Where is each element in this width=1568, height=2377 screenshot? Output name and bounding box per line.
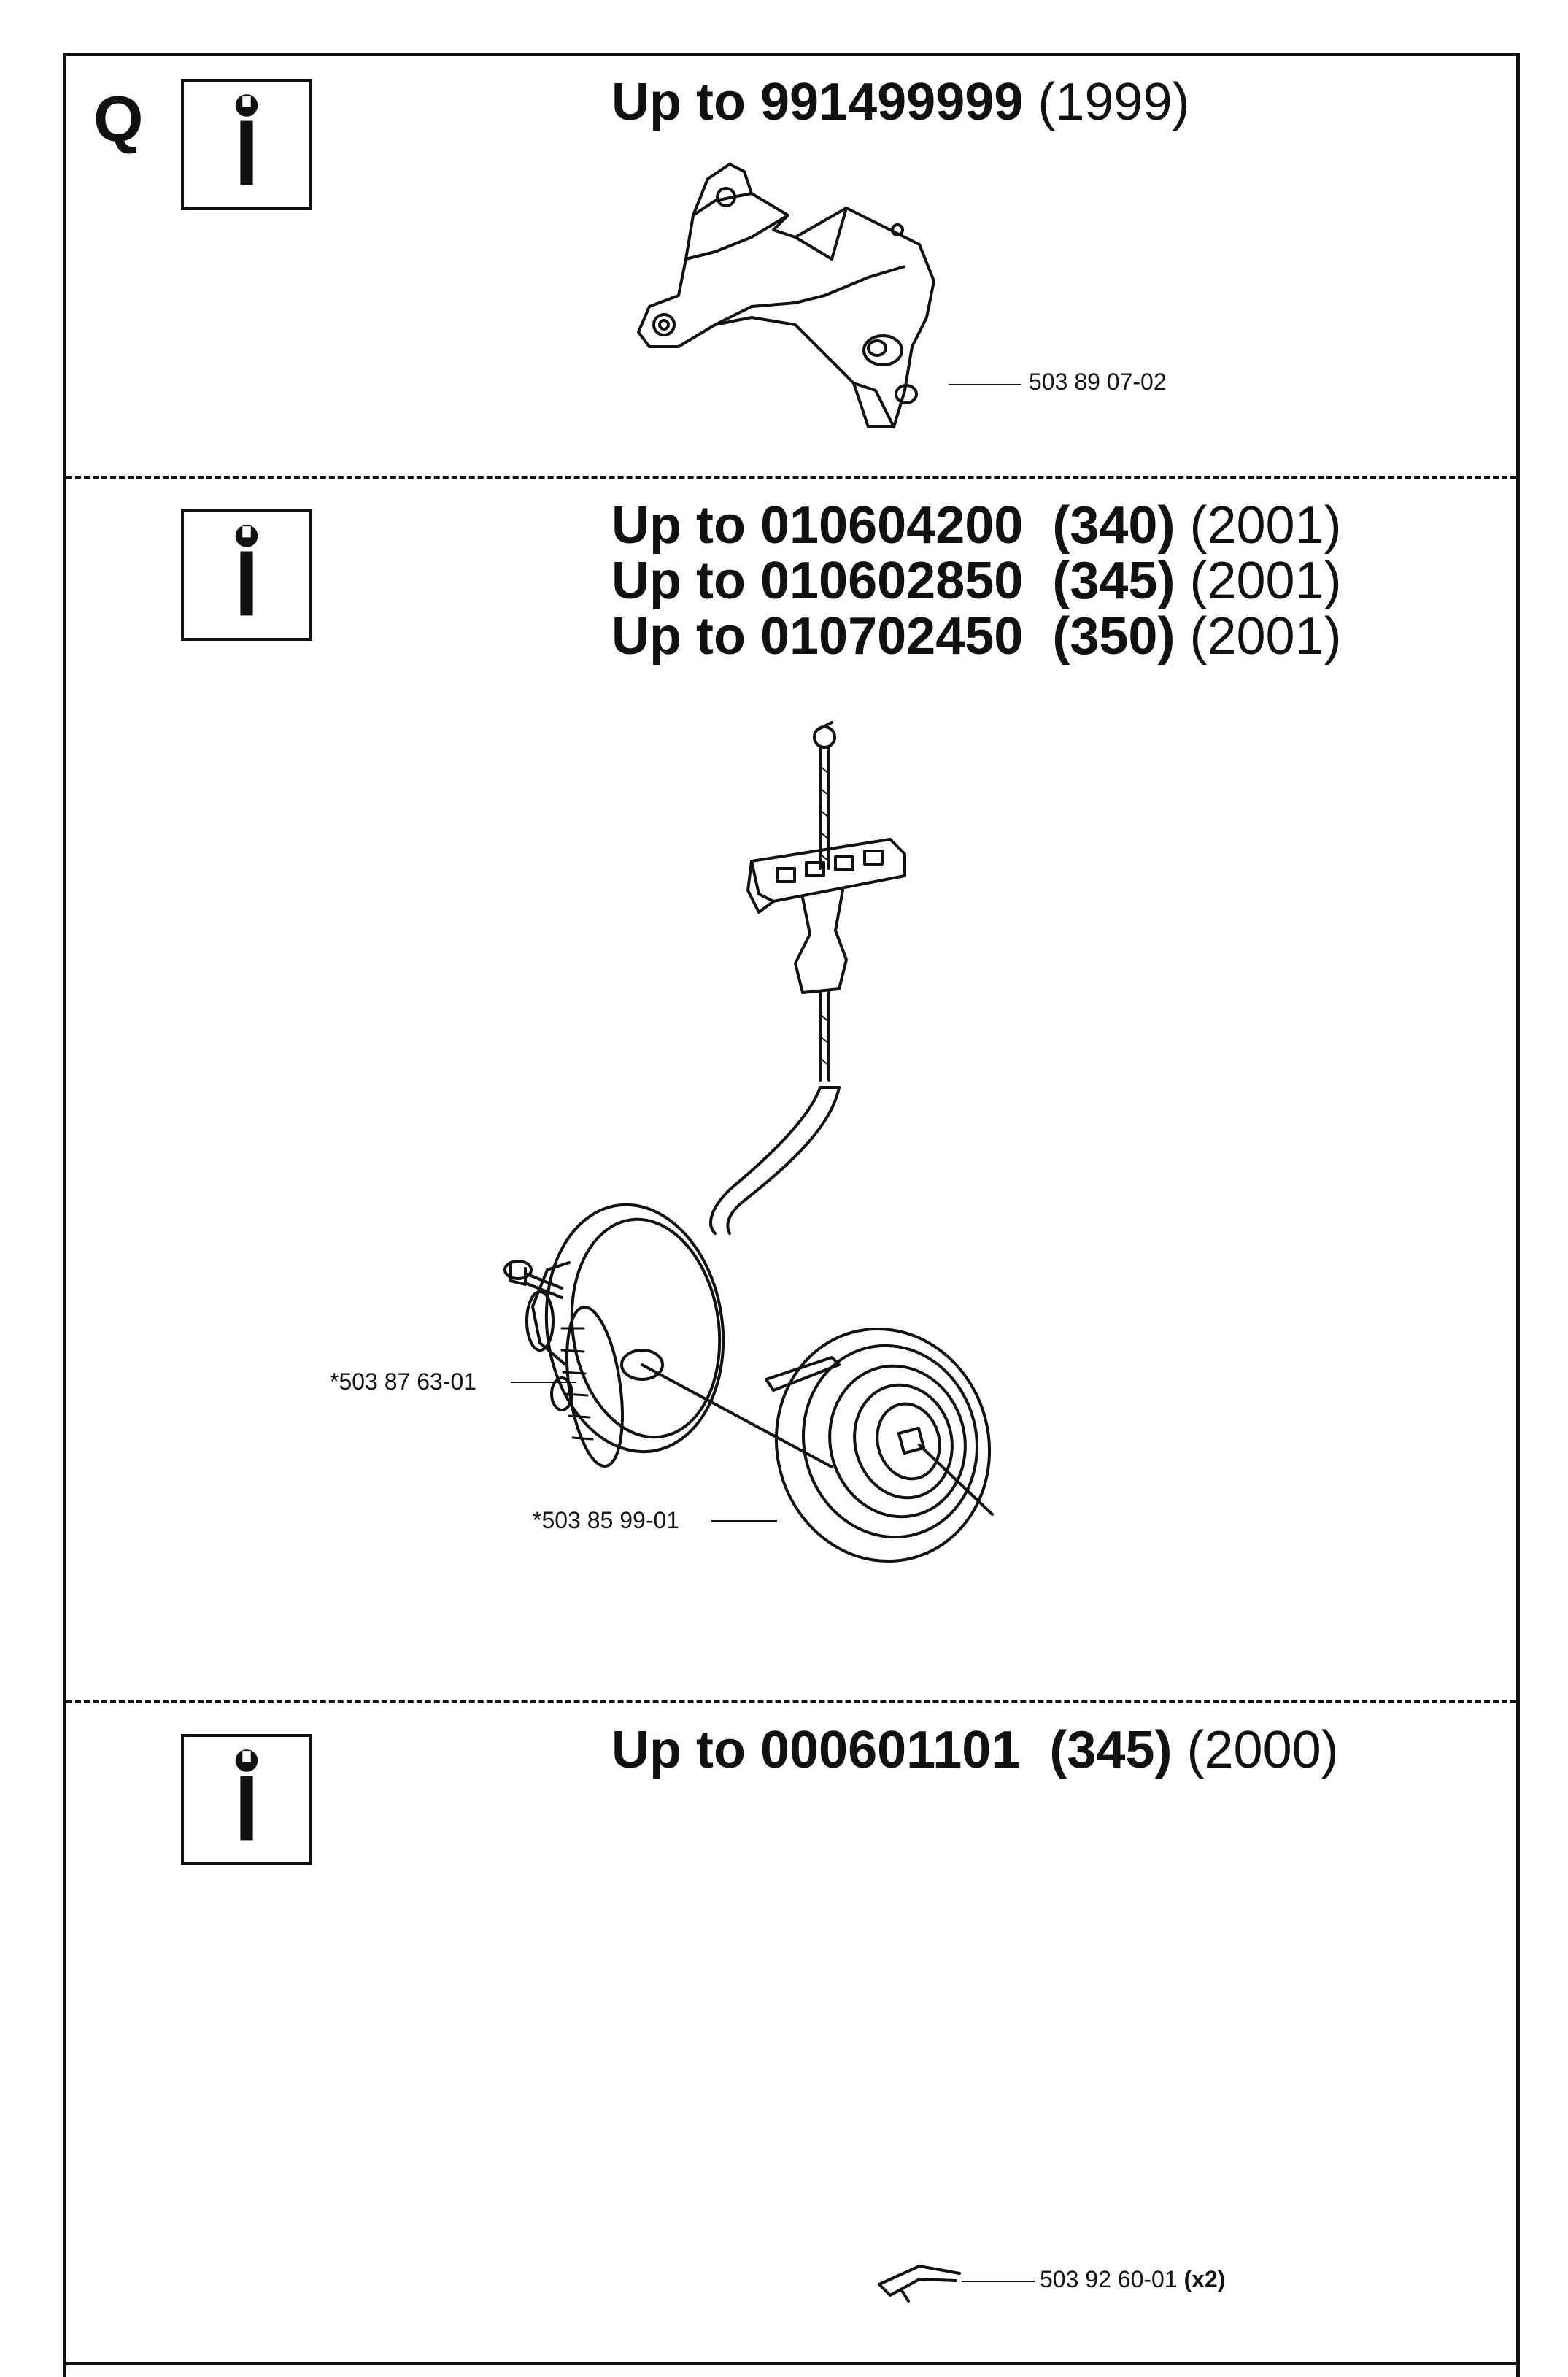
leader-line <box>511 1382 576 1383</box>
leader-line <box>962 2281 1035 2282</box>
bottom-rule <box>63 2362 1520 2365</box>
info-wrench-icon <box>181 1734 312 1865</box>
clip-part-drawing <box>876 2259 963 2303</box>
part-number-label: *503 87 63-01 <box>330 1368 477 1395</box>
serial-heading: Up to 010702450 (350) (2001) <box>611 607 1342 666</box>
info-wrench-icon <box>181 509 312 641</box>
serial-heading: Up to 010604200 (340) (2001) <box>611 496 1342 555</box>
section-divider <box>66 476 1516 479</box>
starter-assembly-drawing <box>496 708 1021 1606</box>
part-number-label: *503 85 99-01 <box>533 1507 680 1533</box>
leader-line <box>711 1520 777 1522</box>
info-wrench-icon <box>181 79 312 210</box>
bracket-part-drawing <box>606 150 985 442</box>
serial-heading: Up to 000601101 (345) (2000) <box>611 1721 1339 1779</box>
part-number-label: 503 92 60-01 (x2) <box>1040 2266 1226 2292</box>
section-divider <box>66 1700 1516 1703</box>
section-letter: Q <box>93 82 144 155</box>
part-number-label: 503 89 07-02 <box>1029 369 1167 395</box>
serial-heading: Up to 010602850 (345) (2001) <box>611 552 1342 610</box>
serial-heading: Up to 991499999 (1999) <box>611 73 1190 131</box>
leader-line <box>949 384 1021 385</box>
